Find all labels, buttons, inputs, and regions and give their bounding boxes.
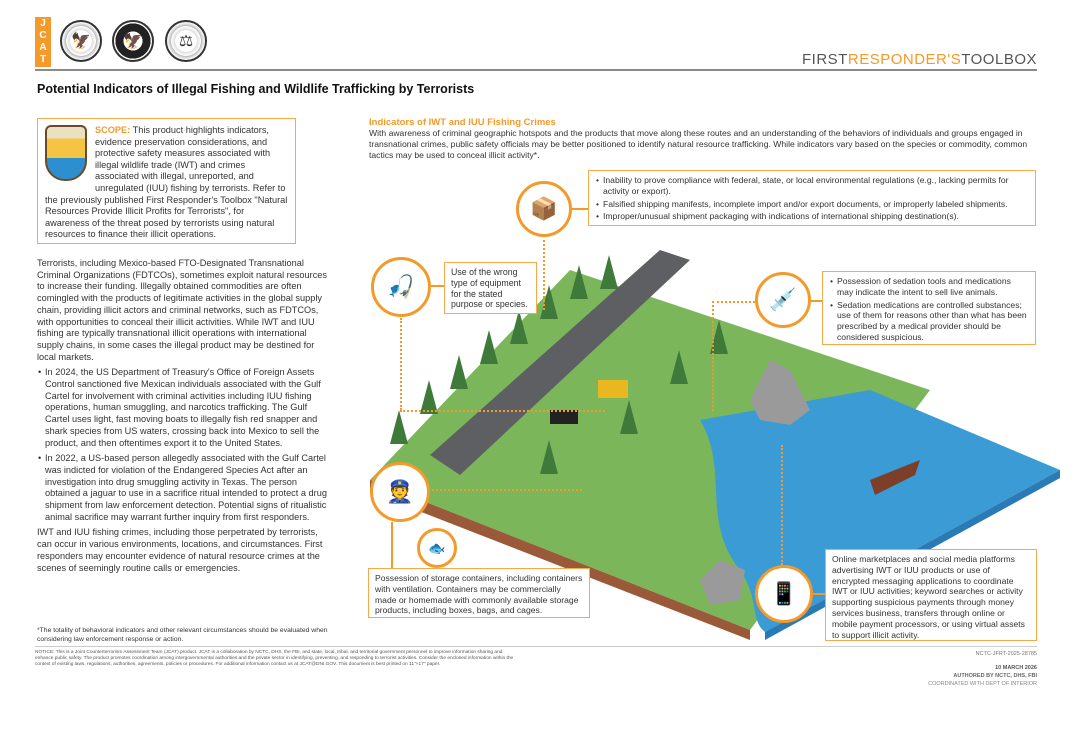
officer-cooler-icon: 👮 [370, 462, 430, 522]
fishing-equipment-icon: 🎣 [371, 257, 431, 317]
dotted-leader [543, 240, 545, 310]
tree-icon [600, 255, 618, 289]
equipment-callout: Use of the wrong type of equipment for the stated purpose or species. [444, 262, 537, 314]
tree-icon [620, 400, 638, 434]
tree-icon [420, 380, 438, 414]
document-meta [928, 650, 1037, 688]
truck [598, 380, 628, 398]
indicator-item: • Possession of sedation tools and medications may indicate the intent to sell live animals. [837, 276, 1029, 298]
online-activity-callout: Online marketplaces and social media platforms advertising IWT or IUU products or use of encrypted messaging applications to coordinate IWT or IUU activities; keyword searches or activity supporting suspicious payments through money services business, transfers through online or mobile payment processors, or using virtual assets to support illicit activity. [825, 549, 1037, 641]
dotted-leader [432, 489, 582, 491]
shipping-box-icon: 📦 [516, 181, 572, 237]
case-item: • In 2024, the US Department of Treasury's Office of Foreign Assets Control sanctioned five Mexican individuals associated with the Gulf Cartel for involvement with criminal activities including IUU fishing operations, human smuggling, and narcotics trafficking. The Gulf Cartel uses light, fast moving boats to illegally fish red snapper and shark species from US waters, crossing back into Mexico to sell the product, and then oftentimes export it to the United States. [45, 367, 327, 449]
footnote: *The totality of behavioral indicators and other relevant circumstances should be evaluated when considering law enforcement response or action. [37, 627, 328, 643]
body-text [37, 258, 327, 578]
fish-wildlife-service-shield-icon [45, 125, 87, 181]
dotted-leader [400, 410, 605, 412]
tree-icon [540, 440, 558, 474]
smartphone-icon: 📱 [755, 565, 813, 623]
indicator-item: • Sedation medications are controlled substances; use of them for reasons other than what has been prescribed by a medical provider should be considered suspicious. [837, 300, 1029, 343]
brand-wordmark: FIRSTRESPONDER'STOOLBOX [802, 51, 1037, 68]
connector-line [391, 522, 393, 568]
indicators-heading: Indicators of IWT and IUU Fishing Crimes [369, 117, 556, 128]
tree-icon [670, 350, 688, 384]
coordinated-with: COORDINATED WITH DEPT OF INTERIOR [928, 681, 1037, 687]
tree-icon [570, 265, 588, 299]
page-title: Potential Indicators of Illegal Fishing and Wildlife Trafficking by Terrorists [37, 82, 475, 96]
document-id: NCTC-JFRT-2025-28785 [975, 651, 1037, 657]
authored-by: AUTHORED BY NCTC, DHS, FBI [953, 673, 1037, 679]
indicator-item: • Inability to prove compliance with federal, state, or local environmental regulations (e.g., lacking permits for activity or export). [603, 175, 1029, 197]
dhs-seal-icon: 🦅 [112, 20, 154, 62]
footer-rule [35, 646, 1037, 647]
connector-line [431, 285, 445, 287]
shipping-indicators-callout [588, 170, 1036, 226]
cooler-contents-icon: 🐟 [417, 528, 457, 568]
dotted-leader [781, 445, 783, 565]
police-car [550, 410, 578, 424]
case-item: • In 2022, a US-based person allegedly associated with the Gulf Cartel was indicted for violation of the Endangered Species Act after an investigation into drug smuggling activity in Texas. The person obtained a jaguar to use in a sacrifice ritual intended to protect a drug shipment from law enforcement detection. Potential signs of ritualistic animal sacrifice may warrant further inquiry from first responders. [45, 453, 327, 523]
indicators-intro: With awareness of criminal geographic hotspots and the products that move along these routes and an understanding of the behaviors of individuals and groups engaged in transnational crimes, public safety officials may be better positioned to identify natural resource trafficking. While indicators vary based on the species or commodity, common tactics may be used to conceal illicit activity*. [369, 128, 1028, 160]
sedation-callout [822, 271, 1036, 345]
storage-callout: Possession of storage containers, including containers with ventilation. Containers may be commercially made or homemade with commonly available storage products, including boxes, bags, and cages. [368, 568, 590, 618]
notice-text: NOTICE: This is a Joint Counterterrorism Assessment Team (JCAT) product. JCAT is a collaboration by NCTC, DHS, the FBI, and state, local, tribal, and territorial government personnel to improve information sharing and enhance public safety. The product promotes coordination among intergovernmental authorities and the private sector in identifying, preventing, and responding to terrorist activities. Consider the enclosed information within the context of existing laws, regulations, authorities, agreements, policies or procedures. For additional information contact us at JCAT@DNI.GOV. This document is best printed on 11"×17" paper. [35, 650, 514, 668]
syringe-medication-icon: 💉 [755, 272, 811, 328]
header-rule [35, 69, 1037, 71]
tree-icon [390, 410, 408, 444]
dotted-leader [712, 301, 714, 411]
scope-box [37, 118, 296, 244]
tree-icon [480, 330, 498, 364]
indicator-item: • Improper/unusual shipment packaging with indications of international shipping destination(s). [603, 211, 1029, 222]
odni-seal-icon: 🦅 [60, 20, 102, 62]
indicator-item: • Falsified shipping manifests, incomplete import and/or export documents, or improperly labeled shipments. [603, 199, 1029, 210]
scope-text: This product highlights indicators, evidence preservation considerations, and protective safety measures associated with illegal wildlife trade (IWT) and crimes associated with illegal, unreported, and unregulated (IUU) fishing by terrorists. Refer to the previously published First Responder's Toolbox "Natural Resources Provide Illicit Profits for Terrorists", for awareness of the threat posed by terrorists using natural resources to finance their illicit operations. [45, 125, 288, 240]
jcat-logo: J C A T [35, 17, 51, 67]
connector-line [572, 208, 588, 210]
dotted-leader [400, 318, 402, 410]
closing-paragraph: IWT and IUU fishing crimes, including those perpetrated by terrorists, can occur in various environments, locations, and circumstances. First responders may encounter evidence of natural resource crimes at the scenes of seemingly routine calls or emergencies. [37, 527, 323, 573]
scope-label: SCOPE: [95, 125, 131, 135]
connector-line [813, 593, 825, 595]
dotted-leader [712, 301, 755, 303]
fbi-seal-icon: ⚖ [165, 20, 207, 62]
document-date: 10 MARCH 2026 [995, 665, 1037, 671]
case-list [37, 367, 327, 523]
tree-icon [450, 355, 468, 389]
intro-paragraph: Terrorists, including Mexico-based FTO-Designated Transnational Criminal Organizations (FDTCOs), sometimes exploit natural resources to increase their funding. Illegally obtained commodities are often comingled with the products of legitimate activities in the global supply chain, providing illicit actors and criminal networks, such as FDTCOs, with opportunities to conceal their illicit activities. While IWT and IUU fishing are typically transnational illicit operations with international supply chains, in some cases the illegal product may be destined for local markets. [37, 258, 328, 362]
tree-icon [510, 310, 528, 344]
